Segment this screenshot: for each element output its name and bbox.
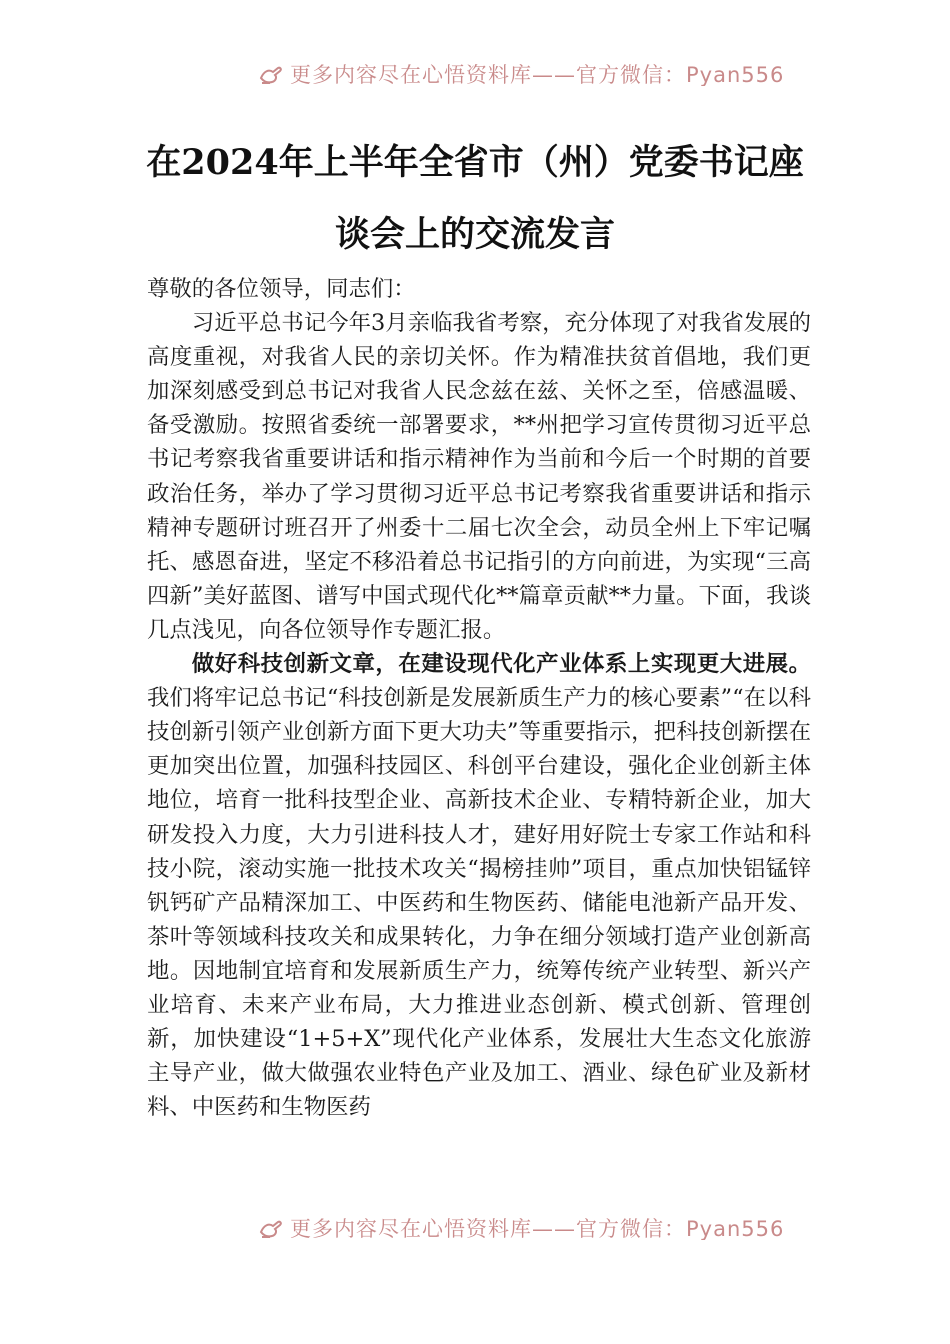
watermark-bottom (0, 1206, 950, 1240)
document-title-line1: 在2024年上半年全省市（州）党委书记座 (146, 142, 804, 183)
paragraph-2-body: 我们将牢记总书记“科技创新是发展新质生产力的核心要素”“在以科技创新引领产业创新方面下更大功夫”等重要指示，把科技创新摆在更加突出位置，加强科技园区、科创平台建设，强化企业创新主体地位，培育一批科技型企业、高新技术企业、专精特新企业，加大研发投入力度，大力引进科技人才，建好用好院士专家工作站和科技小院，滚动实施一批技术攻关“揭榜挂帅”项目，重点加快铝锰锌钒钙矿产品精深加工、中医药和生物医药、储能电池新产品开发、茶叶等领域科技攻关和成果转化，力争在细分领域打造产业创新高地。因地制宜培育和发展新质生产力，统筹传统产业转型、新兴产业培育、未来产业布局，大力推进业态创新、模式创新、管理创新，加快建设“1+5+X”现代化产业体系，发展壮大生态文化旅游主导产业，做大做强农业特色产业及加工、酒业、绿色矿业及新材料、中医药和生物医药 (147, 685, 811, 1121)
document-title-line2: 谈会上的交流发言 (334, 214, 615, 255)
paragraph-2 (147, 647, 811, 1124)
hand-logo-icon (258, 63, 286, 85)
watermark-text: 更多内容尽在心悟资料库——官方微信：Pyan556 (290, 63, 785, 86)
hand-logo-icon (258, 1217, 286, 1239)
document-body (147, 272, 811, 1124)
watermark-text: 更多内容尽在心悟资料库——官方微信：Pyan556 (290, 1217, 785, 1240)
watermark-top (0, 52, 950, 86)
paragraph-1: 习近平总书记今年3月亲临我省考察，充分体现了对我省发展的高度重视，对我省人民的亲切关怀。作为精准扶贫首倡地，我们更加深刻感受到总书记对我省人民念兹在兹、关怀之至，倍感温暖、备受激励。按照省委统一部署要求，**州把学习宣传贯彻习近平总书记考察我省重要讲话和指示精神作为当前和今后一个时期的首要政治任务，举办了学习贯彻习近平总书记考察我省重要讲话和指示精神专题研讨班召开了州委十二届七次全会，动员全州上下牢记嘱托、感恩奋进，坚定不移沿着总书记指引的方向前进，为实现“三高四新”美好蓝图、谱写中国式现代化**篇章贡献**力量。下面，我谈几点浅见，向各位领导作专题汇报。 (147, 310, 811, 643)
salutation: 尊敬的各位领导，同志们： (147, 276, 416, 302)
paragraph-2-lead: 做好科技创新文章，在建设现代化产业体系上实现更大进展。 (191, 651, 811, 678)
